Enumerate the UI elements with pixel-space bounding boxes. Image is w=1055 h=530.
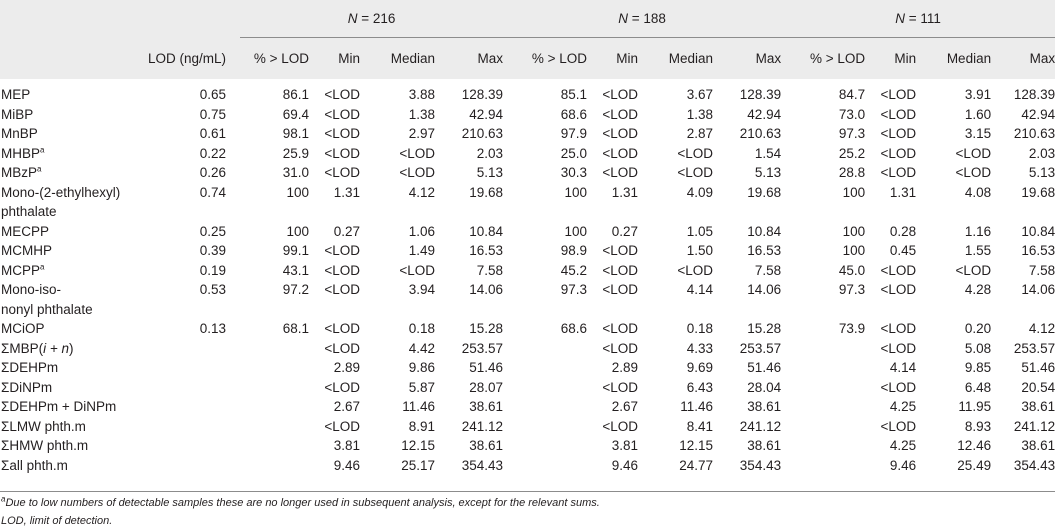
table-cell: 19.68 <box>747 184 782 200</box>
analyte-name: ΣHMW phth.m <box>1 438 89 453</box>
analyte-name: Mono-iso- nonyl phthalate <box>1 282 93 317</box>
analyte-name: MEP <box>1 87 31 102</box>
column-header: % > LOD <box>240 38 309 80</box>
table-cell: 84.7 <box>838 87 866 102</box>
table-cell: 128.39 <box>739 87 782 102</box>
table-cell: 354.43 <box>461 457 504 473</box>
table-cell: <LOD <box>399 145 435 161</box>
table-cell: 1.50 <box>686 243 714 258</box>
table-cell: 253.57 <box>461 340 504 356</box>
table-cell: 100 <box>842 184 866 200</box>
table-cell: 42.94 <box>469 106 504 122</box>
table-cell: 4.08 <box>964 184 992 200</box>
table-cell: 11.46 <box>402 399 435 414</box>
table-row <box>0 358 1055 378</box>
table-cell: <LOD <box>602 106 639 122</box>
table-cell: 2.87 <box>686 126 714 141</box>
table-cell: 14.06 <box>469 282 504 297</box>
analyte-name: Mono-(2-ethylhexyl) phthalate <box>1 184 121 219</box>
lod-value <box>138 378 240 398</box>
table-cell: 99.1 <box>282 243 309 258</box>
lod-value <box>138 417 240 437</box>
lod-value: 0.19 <box>199 262 226 278</box>
table-cell: 1.31 <box>333 184 360 200</box>
table-cell: 1.54 <box>754 145 782 161</box>
table-cell: <LOD <box>602 87 639 102</box>
table-cell: <LOD <box>880 282 917 297</box>
table-cell <box>781 456 865 476</box>
table-cell: <LOD <box>399 262 435 278</box>
group-header-row <box>0 0 1055 38</box>
table-cell: <LOD <box>324 126 360 141</box>
table-cell: 43.1 <box>282 262 309 278</box>
table-cell <box>781 436 865 456</box>
table-cell: <LOD <box>602 282 639 297</box>
table-cell: 28.8 <box>838 165 866 180</box>
table-cell: 9.69 <box>686 360 714 375</box>
table-cell: 6.43 <box>686 379 714 395</box>
table-cell: 100 <box>564 223 588 239</box>
table-cell <box>503 417 587 437</box>
table-cell: 1.60 <box>964 106 992 122</box>
table-cell: 1.05 <box>686 223 714 239</box>
table-cell: 15.28 <box>747 321 782 336</box>
table-cell: 2.03 <box>1028 145 1055 161</box>
table-cell: 100 <box>286 184 309 200</box>
table-cell <box>781 397 865 417</box>
table-row <box>0 183 1055 222</box>
table-cell: <LOD <box>880 379 917 395</box>
table-cell: 9.46 <box>333 457 360 473</box>
column-header: % > LOD <box>781 38 865 80</box>
table-cell: 38.61 <box>1021 438 1055 453</box>
table-cell: 9.85 <box>964 360 992 375</box>
table-cell: 8.41 <box>686 418 714 434</box>
table-cell: 2.67 <box>333 399 360 414</box>
table-cell: 2.03 <box>476 145 504 161</box>
table-cell: 3.81 <box>333 438 360 453</box>
table-cell: <LOD <box>677 262 714 278</box>
table-cell: <LOD <box>880 418 917 434</box>
table-cell: 16.53 <box>469 243 504 258</box>
table-cell: 73.0 <box>838 106 866 122</box>
table-cell: 210.63 <box>739 126 782 141</box>
table-cell: 1.31 <box>611 184 639 200</box>
table-cell: 3.67 <box>686 87 714 102</box>
table-cell: 4.14 <box>686 282 714 297</box>
column-header: Median <box>360 38 435 80</box>
table-row <box>0 280 1055 319</box>
table-cell <box>503 436 587 456</box>
table-cell: 1.38 <box>686 106 714 122</box>
table-cell: <LOD <box>324 106 360 122</box>
table-cell: 7.58 <box>754 262 782 278</box>
table-cell: 0.20 <box>964 321 992 336</box>
table-cell: 100 <box>564 184 588 200</box>
table-cell: 4.25 <box>889 438 917 453</box>
table-cell: 45.0 <box>838 262 866 278</box>
table-cell: 0.28 <box>889 223 917 239</box>
lod-value: 0.39 <box>199 243 226 258</box>
table-cell: <LOD <box>324 340 360 356</box>
analyte-name: ΣDEHPm + DiNPm <box>1 399 117 414</box>
table-cell <box>503 378 587 398</box>
table-cell: <LOD <box>677 145 714 161</box>
table-cell: 4.09 <box>686 184 714 200</box>
table-cell: 253.57 <box>1013 340 1055 356</box>
table-row <box>0 163 1055 183</box>
table-cell: 15.28 <box>469 321 504 336</box>
lod-value <box>138 339 240 359</box>
table-footnotes <box>0 491 1055 530</box>
table-cell: 98.9 <box>560 243 588 258</box>
table-cell: 31.0 <box>282 165 309 180</box>
table-cell <box>240 417 309 437</box>
table-cell: 3.94 <box>408 282 435 297</box>
table-cell: 69.4 <box>282 106 309 122</box>
analyte-name: MCiOP <box>1 321 45 336</box>
analyte-name: MiBP <box>1 106 34 122</box>
table-cell: 9.46 <box>889 457 917 473</box>
table-cell <box>781 339 865 359</box>
table-cell: 128.39 <box>461 87 504 102</box>
column-header: % > LOD <box>503 38 587 80</box>
table-cell: 86.1 <box>282 87 309 102</box>
table-cell: 12.15 <box>679 438 714 453</box>
table-cell <box>240 378 309 398</box>
table-cell: <LOD <box>324 321 360 336</box>
table-row <box>0 378 1055 398</box>
table-cell: 20.54 <box>1021 379 1055 395</box>
table-cell: 100 <box>842 223 866 239</box>
table-cell: <LOD <box>324 165 360 180</box>
table-cell: 24.77 <box>679 457 714 473</box>
table-cell: 241.12 <box>461 418 504 434</box>
table-cell: 51.46 <box>747 360 782 375</box>
column-header: Min <box>865 38 916 80</box>
table-cell: <LOD <box>324 282 360 297</box>
table-cell: 97.2 <box>282 282 309 297</box>
lod-value: 0.26 <box>199 165 226 180</box>
lod-value <box>138 358 240 378</box>
column-header: Min <box>309 38 360 80</box>
table-cell: <LOD <box>955 165 992 180</box>
analyte-name: ΣMBP(i + n) <box>1 340 74 356</box>
table-cell: 0.27 <box>333 223 360 239</box>
table-cell: 0.45 <box>889 243 917 258</box>
column-header: Max <box>713 38 781 80</box>
table-cell: 10.84 <box>469 223 504 239</box>
table-cell: <LOD <box>324 379 360 395</box>
table-cell: 128.39 <box>1013 87 1055 102</box>
table-cell: 97.3 <box>838 126 866 141</box>
table-cell: <LOD <box>602 340 639 356</box>
table-cell: 30.3 <box>560 165 588 180</box>
table-cell: 3.15 <box>964 126 992 141</box>
table-cell: 4.14 <box>889 360 917 375</box>
table-cell: 25.2 <box>838 145 866 161</box>
table-cell: <LOD <box>602 165 639 180</box>
table-cell: 12.46 <box>957 438 992 453</box>
table-cell: 210.63 <box>1013 126 1055 141</box>
table-cell: 354.43 <box>739 457 782 473</box>
table-cell: <LOD <box>602 243 639 258</box>
table-cell: 14.06 <box>747 282 782 297</box>
table-cell <box>503 358 587 378</box>
table-cell: 5.08 <box>964 340 992 356</box>
table-cell: 42.94 <box>1021 106 1055 122</box>
table-cell: 73.9 <box>838 321 866 336</box>
table-cell: 98.1 <box>282 126 309 141</box>
table-cell: 38.61 <box>747 399 782 414</box>
table-cell: 1.16 <box>964 223 992 239</box>
table-cell: 2.97 <box>408 126 435 141</box>
table-cell: <LOD <box>880 145 917 161</box>
analyte-name: MBzP$^a$ <box>1 164 42 180</box>
table-cell: 4.33 <box>686 340 714 356</box>
table-cell: <LOD <box>324 418 360 434</box>
table-cell: <LOD <box>955 262 992 278</box>
analyte-name: Σall phth.m <box>1 457 68 473</box>
table-cell: 97.9 <box>560 126 588 141</box>
table-cell: 100 <box>842 243 866 258</box>
lod-value: 0.53 <box>199 282 226 297</box>
table-cell: <LOD <box>880 340 917 356</box>
table-cell: 51.46 <box>469 360 504 375</box>
table-cell: 0.18 <box>408 321 435 336</box>
table-cell: <LOD <box>677 165 714 180</box>
table-cell: 25.0 <box>560 145 588 161</box>
table-cell: 8.93 <box>964 418 992 434</box>
table-cell: 25.49 <box>957 457 992 473</box>
table-cell: <LOD <box>880 87 917 102</box>
footnote-a: $^a$Due to low numbers of detectable samples these are no longer used in subsequent analysis, except for the relevant sums. <box>1 494 600 509</box>
table-cell: 16.53 <box>1021 243 1055 258</box>
lod-value: 0.22 <box>199 145 226 161</box>
table-cell: 19.68 <box>1021 184 1055 200</box>
table-cell: 4.25 <box>889 399 917 414</box>
table-cell: 42.94 <box>747 106 782 122</box>
table-cell: 11.46 <box>680 399 714 414</box>
table-cell: <LOD <box>602 262 639 278</box>
lod-value: 0.13 <box>199 321 226 336</box>
lod-value: 0.75 <box>199 106 226 122</box>
table-cell: <LOD <box>602 126 639 141</box>
table-cell: 5.13 <box>476 165 504 180</box>
table-cell: 28.07 <box>469 379 504 395</box>
table-cell: 7.58 <box>476 262 504 278</box>
table-cell: 10.84 <box>1021 223 1055 239</box>
column-header-row <box>0 38 1055 80</box>
table-cell: 4.12 <box>1028 321 1055 336</box>
group-header: N = 111 <box>781 0 1055 38</box>
table-cell: 68.1 <box>282 321 309 336</box>
table-cell: <LOD <box>880 262 917 278</box>
table-cell <box>240 436 309 456</box>
table-cell: 8.91 <box>408 418 435 434</box>
table-cell: 38.61 <box>747 438 782 453</box>
table-cell: 1.31 <box>889 184 917 200</box>
table-cell: <LOD <box>324 262 360 278</box>
table-cell: 38.61 <box>469 438 504 453</box>
table-cell: 1.49 <box>408 243 435 258</box>
footnote-lod: LOD, limit of detection. <box>1 515 113 527</box>
table-cell: 6.48 <box>964 379 992 395</box>
table-row <box>0 319 1055 339</box>
table-cell: 3.88 <box>408 87 435 102</box>
table-cell: <LOD <box>324 145 360 161</box>
table-cell: 38.61 <box>1021 399 1055 414</box>
table-cell: 97.3 <box>560 282 588 297</box>
table-row <box>0 124 1055 144</box>
table-cell: 0.27 <box>611 223 639 239</box>
lod-value: 0.65 <box>199 87 226 102</box>
table-row <box>0 456 1055 476</box>
table-row <box>0 222 1055 242</box>
table-cell <box>503 339 587 359</box>
table-cell: 5.13 <box>754 165 782 180</box>
table-cell: 45.2 <box>560 262 588 278</box>
analyte-name: MECPP <box>1 223 50 239</box>
table-cell: 241.12 <box>1013 418 1055 434</box>
analyte-name: ΣDEHPm <box>1 360 59 375</box>
table-cell: 1.06 <box>408 223 435 239</box>
table-row <box>0 339 1055 359</box>
table-cell: 100 <box>286 223 309 239</box>
table-cell: 5.87 <box>408 379 435 395</box>
table-row <box>0 105 1055 125</box>
column-header: Max <box>991 38 1055 80</box>
table-cell: <LOD <box>602 418 639 434</box>
table-cell: <LOD <box>324 87 360 102</box>
table-cell: <LOD <box>399 165 435 180</box>
table-cell: 16.53 <box>747 243 782 258</box>
table-cell: 97.3 <box>838 282 866 297</box>
table-cell: <LOD <box>324 243 360 258</box>
table-cell: 85.1 <box>560 87 588 102</box>
table-cell: 7.58 <box>1028 262 1055 278</box>
table-cell: 3.81 <box>611 438 639 453</box>
table-cell: <LOD <box>602 321 639 336</box>
table-cell <box>781 378 865 398</box>
column-header: Median <box>916 38 991 80</box>
table-cell <box>781 417 865 437</box>
analyte-name: ΣDiNPm <box>1 379 53 395</box>
lod-column-header: LOD (ng/mL) <box>138 38 240 80</box>
table-cell: 5.13 <box>1028 165 1055 180</box>
table-cell: 3.91 <box>964 87 992 102</box>
table-cell <box>240 456 309 476</box>
table-cell <box>240 397 309 417</box>
table-cell: <LOD <box>880 126 917 141</box>
lod-value <box>138 397 240 417</box>
lod-value <box>138 436 240 456</box>
group-header: N = 188 <box>503 0 781 38</box>
table-cell: 28.04 <box>747 379 782 395</box>
table-cell: 2.89 <box>333 360 360 375</box>
table-cell: 4.28 <box>964 282 992 297</box>
table-row <box>0 417 1055 437</box>
table-row <box>0 144 1055 164</box>
table-cell: 9.86 <box>408 360 435 375</box>
table-cell: 11.95 <box>958 399 992 414</box>
table-cell <box>503 397 587 417</box>
column-header: Median <box>638 38 713 80</box>
lod-value: 0.25 <box>199 223 226 239</box>
column-header: Max <box>435 38 503 80</box>
table-cell: 10.84 <box>747 223 782 239</box>
table-cell: 241.12 <box>739 418 782 434</box>
analyte-name: ΣLMW phth.m <box>1 418 86 434</box>
analyte-name: MHBP$^a$ <box>1 145 45 161</box>
table-row <box>0 261 1055 281</box>
table-cell: 354.43 <box>1013 457 1055 473</box>
table-body <box>0 79 1055 475</box>
table-cell: 68.6 <box>560 321 588 336</box>
lod-value: 0.74 <box>199 184 226 200</box>
table-cell: <LOD <box>880 321 917 336</box>
analyte-name: MnBP <box>1 126 38 141</box>
table-cell <box>240 339 309 359</box>
table-cell: <LOD <box>880 165 917 180</box>
lod-value: 0.61 <box>199 126 226 141</box>
table-cell: <LOD <box>602 145 639 161</box>
table-cell <box>503 456 587 476</box>
analyte-name: MCPP$^a$ <box>1 262 45 278</box>
table-cell: 210.63 <box>461 126 504 141</box>
table-cell: 2.67 <box>611 399 639 414</box>
table-row <box>0 397 1055 417</box>
table-cell: 12.15 <box>401 438 435 453</box>
table-cell: 1.38 <box>408 106 435 122</box>
table-cell: 253.57 <box>739 340 782 356</box>
analyte-name: MCMHP <box>1 243 52 258</box>
table-cell: 4.12 <box>408 184 435 200</box>
table-row <box>0 436 1055 456</box>
table-cell <box>781 358 865 378</box>
lod-value <box>138 456 240 476</box>
table-cell: 14.06 <box>1021 282 1055 297</box>
table-cell: 68.6 <box>560 106 588 122</box>
column-header: Min <box>587 38 638 80</box>
table-row <box>0 79 1055 105</box>
table-row <box>0 241 1055 261</box>
table-cell: 1.55 <box>964 243 992 258</box>
table-cell: 0.18 <box>686 321 714 336</box>
table-cell: 2.89 <box>611 360 639 375</box>
table-cell: 4.42 <box>408 340 435 356</box>
table-cell: 19.68 <box>469 184 504 200</box>
table-cell <box>240 358 309 378</box>
table-cell: <LOD <box>880 106 917 122</box>
table-cell: 9.46 <box>611 457 639 473</box>
table-cell: <LOD <box>955 145 992 161</box>
table-cell: <LOD <box>602 379 639 395</box>
table-cell: 25.17 <box>401 457 435 473</box>
table-cell: 51.46 <box>1021 360 1055 375</box>
table-cell: 25.9 <box>282 145 309 161</box>
group-header: N = 216 <box>240 0 503 38</box>
table-cell: 38.61 <box>469 399 504 414</box>
